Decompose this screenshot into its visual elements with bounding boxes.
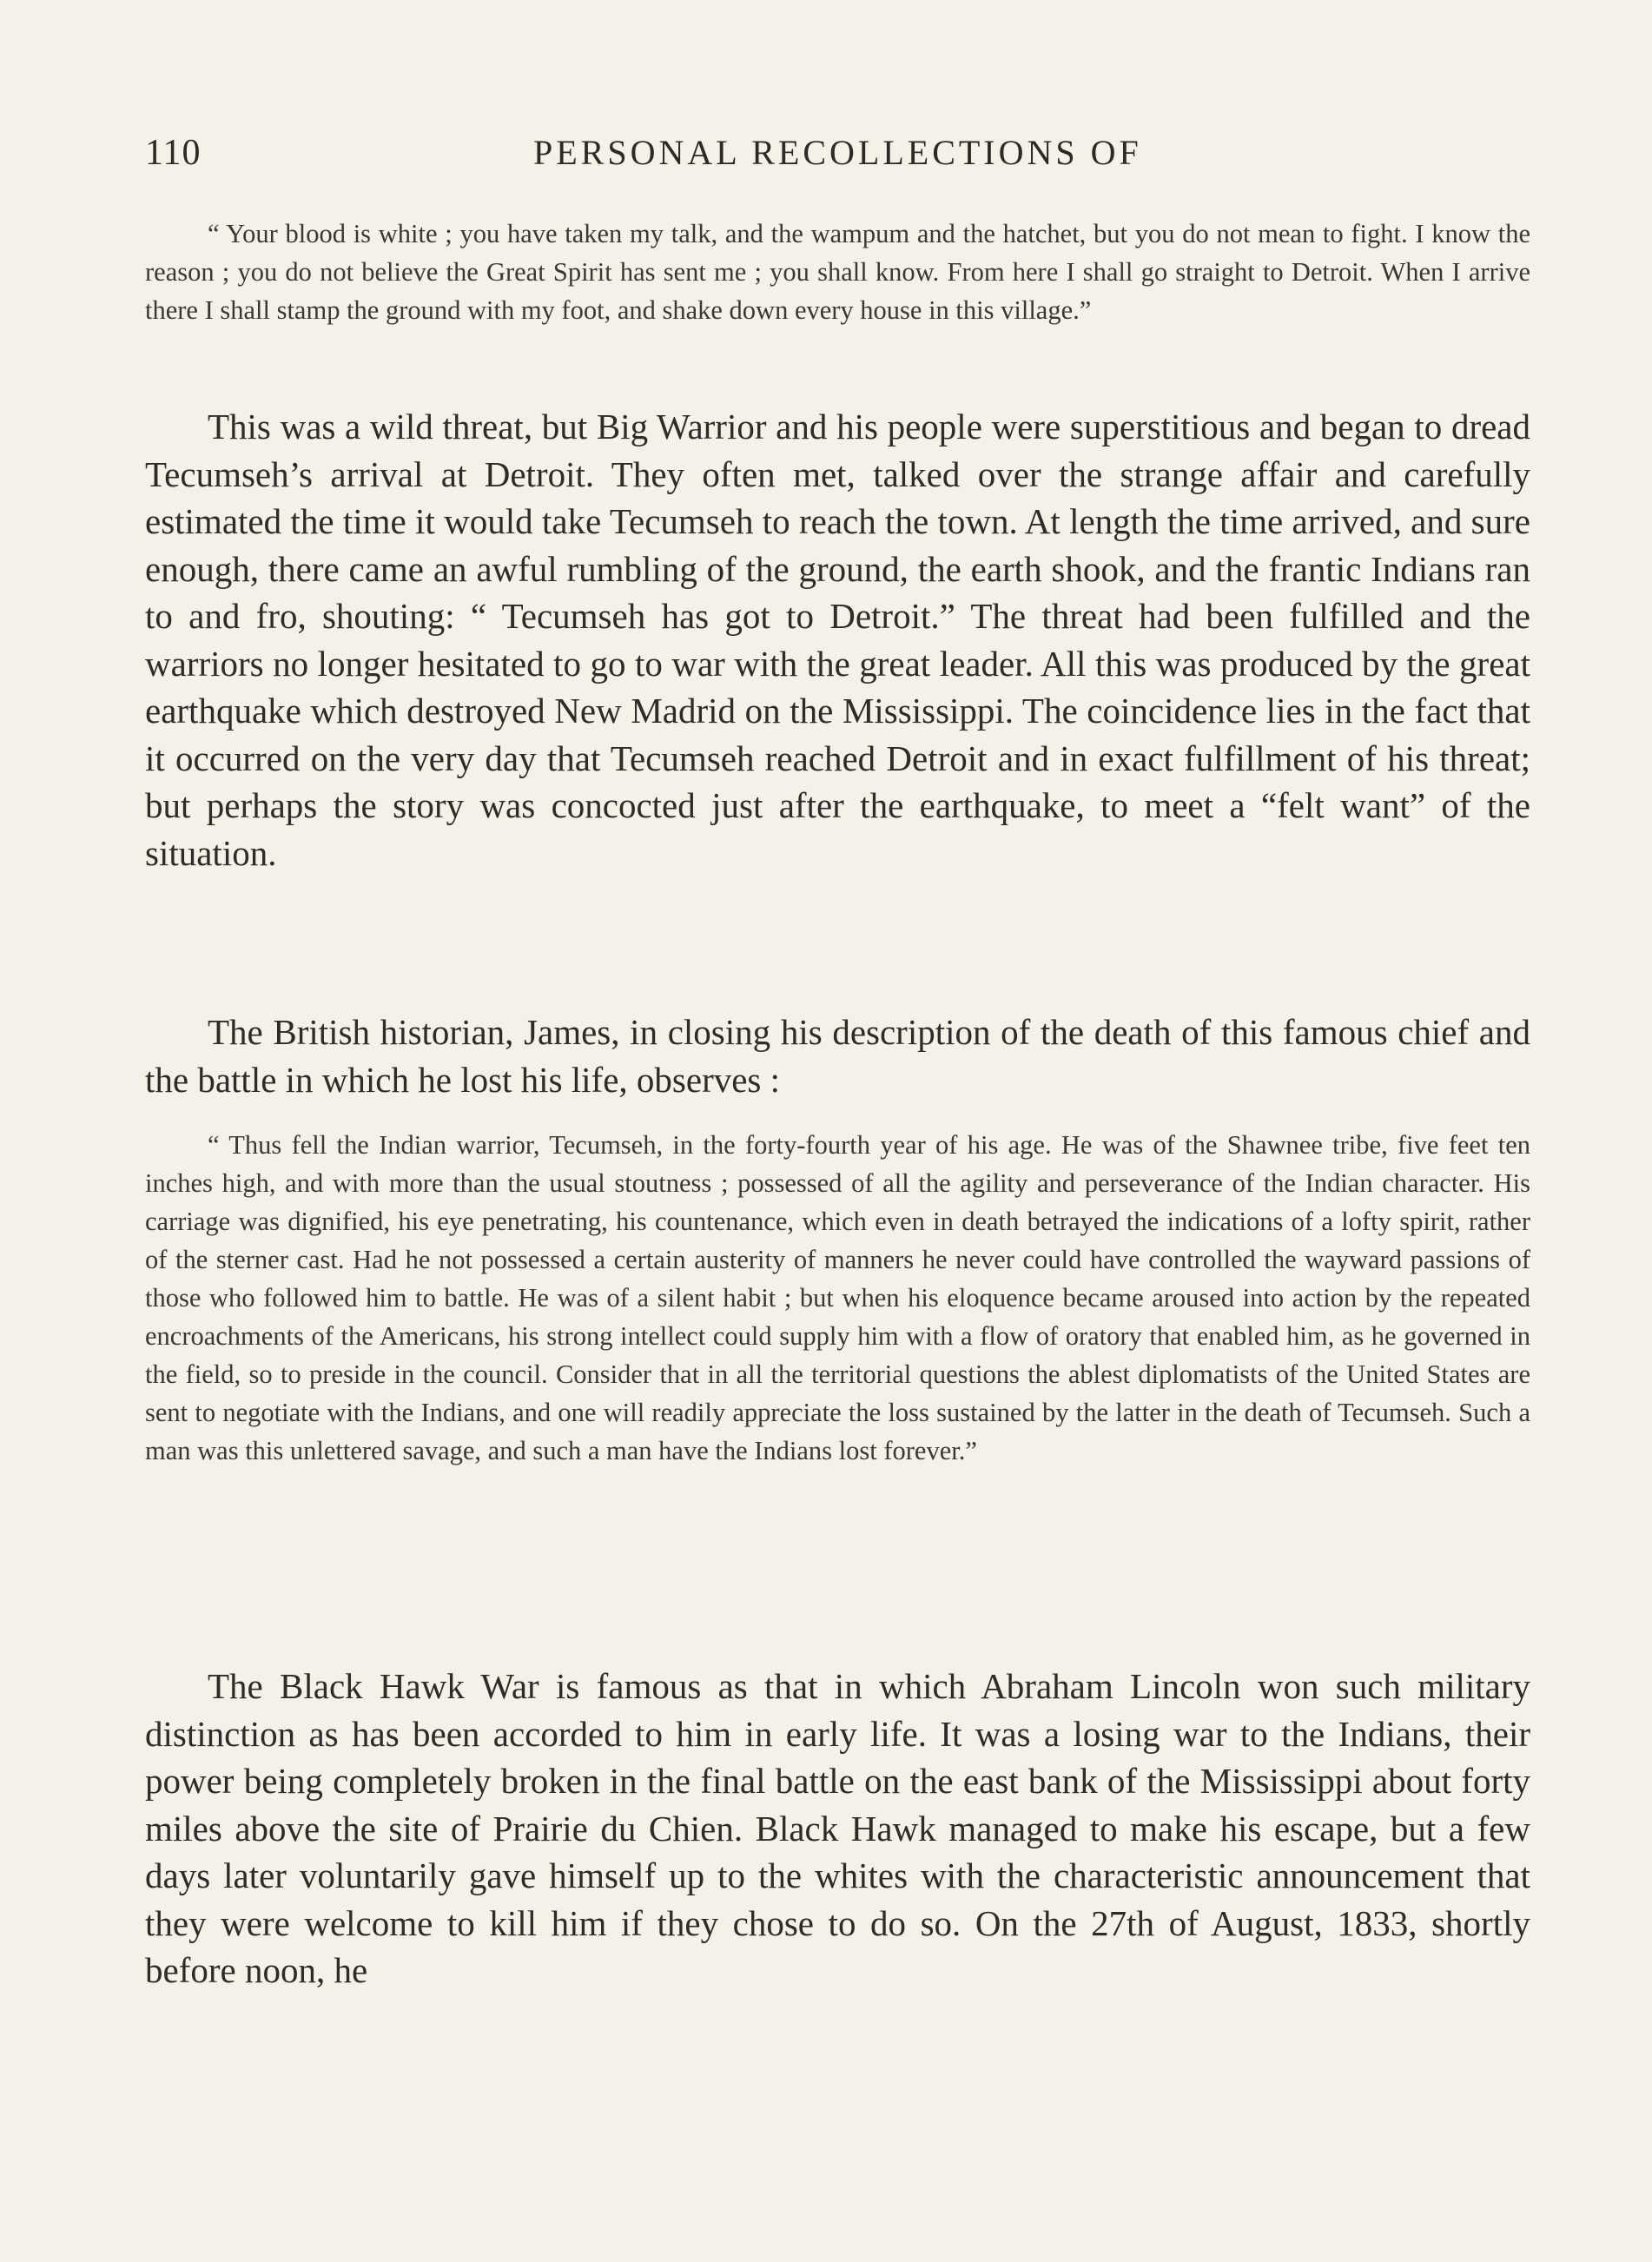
black-hawk-paragraph: The Black Hawk War is famous as that in which Abraham Lincoln won such military distinction as has been accorded to him in early life. It was a losing war to the Indians, their power being completely broken in the final battle on the east bank of the Mississippi about forty miles above the site of Prairie du Chien. Black Hawk managed to make his escape, but a few days later voluntarily gave himself up to the whites with the characteristic announcement that they were welcome to kill him if they chose to do so. On the 27th of August, 1833, shortly before noon, he bbox=[145, 1666, 1530, 1990]
tecumseh-threat-quote: “ Your blood is white ; you have taken my talk, and the wampum and the hatchet, but you do not mean to fight. I know the reason ; you do not believe the Great Spirit has sent me ; you shall know. From here I shall go straight to Detroit. When I arrive there I shall stamp the ground with my foot, and shake down every house in this village.” bbox=[145, 219, 1530, 325]
running-head: PERSONAL RECOLLECTIONS OF bbox=[533, 133, 1142, 172]
earthquake-paragraph: This was a wild threat, but Big Warrior and his people were superstitious and began to dread Tecumseh’s arrival at Detroit. They often met, talked over the strange affair and carefully estimated the time it would take Tecumseh to reach the town. At length the time arrived, and sure enough, there came an awful rumbling of the ground, the earth shook, and the frantic Indians ran to and fro, shouting: “ Tecumseh has got to Detroit.” The threat had been fulfilled and the warriors no longer hesitated to go to war with the great leader. All this was produced by the great earthquake which destroyed New Madrid on the Mississippi. The coincidence lies in the fact that it occurred on the very day that Tecumseh reached Detroit and in exact fulfillment of his threat; but perhaps the story was concocted just after the earthquake, to meet a “felt want” of the situation. bbox=[145, 407, 1530, 873]
page-header bbox=[145, 132, 1535, 184]
page-number: 110 bbox=[145, 133, 202, 173]
historian-intro-paragraph: The British historian, James, in closing his description of the death of this famous chief and the battle in which he lost his life, observes : bbox=[145, 1012, 1530, 1100]
james-quote: “ Thus fell the Indian warrior, Tecumseh, in the forty-fourth year of his age. He was of the Shawnee tribe, five feet ten inches high, and with more than the usual stoutness ; possessed of all the agility and perseverance of the Indian character. His carriage was dignified, his eye penetrating, his countenance, which even in death betrayed the indications of a lofty spirit, rather of the sterner cast. Had he not possessed a certain austerity of manners he never could have controlled the wayward passions of those who followed him to battle. He was of a silent habit ; but when his eloquence became aroused into action by the repeated encroachments of the Americans, his strong intellect could supply him with a flow of oratory that enabled him, as he governed in the field, so to preside in the council. Consider that in all the territorial questions the ablest diplomatists of the United States are sent to negotiate with the Indians, and one will readily appreciate the loss sustained by the latter in the death of Tecumseh. Such a man was this unlettered savage, and such a man have the Indians lost forever.” bbox=[145, 1130, 1530, 1465]
